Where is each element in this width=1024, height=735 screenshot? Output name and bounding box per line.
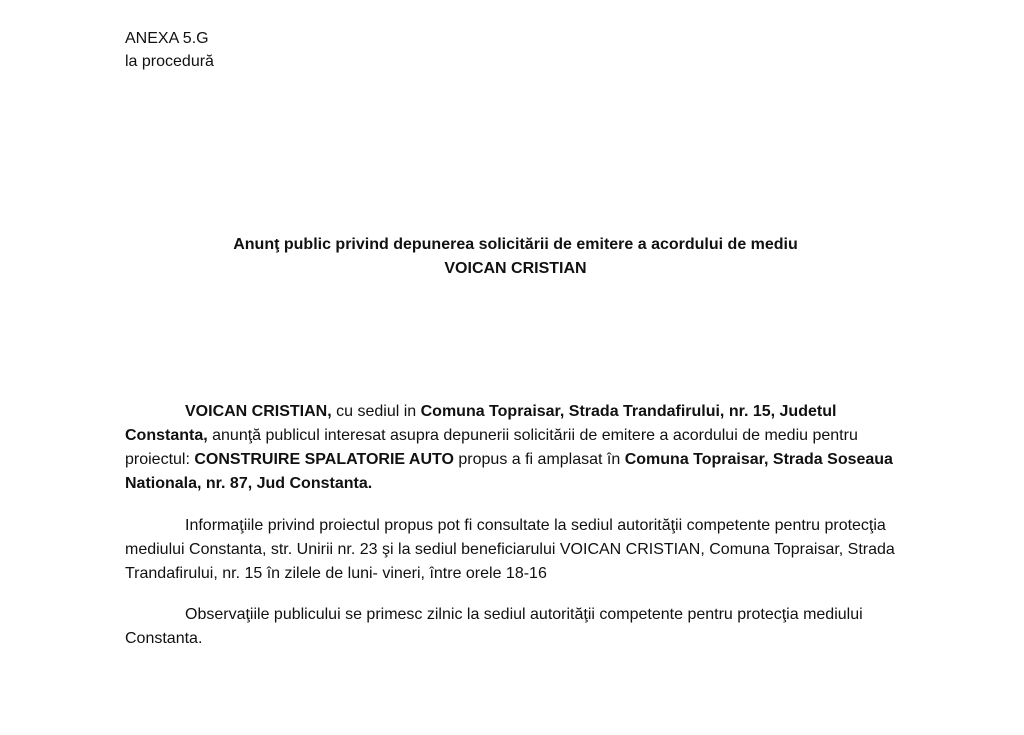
project-name: CONSTRUIRE SPALATORIE AUTO bbox=[194, 451, 454, 468]
applicant-address: Comuna Topraisar, Strada Trandafirului, nr. 15, Judetul Constanta, bbox=[125, 403, 837, 444]
paragraph-text: anunţă publicul interesat asupra depunerii solicitării de emitere a acordului de mediu pentru proiectul: bbox=[125, 427, 858, 468]
paragraph-applicant bbox=[125, 400, 897, 496]
paragraph-observations bbox=[125, 603, 897, 651]
applicant-name: VOICAN CRISTIAN, bbox=[185, 403, 332, 420]
annex-header bbox=[125, 27, 214, 73]
paragraph-text: Observaţiile publicului se primesc zilnic la sediul autorităţii competente pentru protecţia mediului Constanta. bbox=[125, 606, 863, 647]
title-name: VOICAN CRISTIAN bbox=[444, 260, 587, 277]
project-location: Comuna Topraisar, Strada Soseaua Nationala, nr. 87, Jud Constanta. bbox=[125, 451, 893, 492]
paragraph-text: propus a fi amplasat în bbox=[453, 451, 625, 468]
procedure-label: la procedură bbox=[125, 53, 214, 70]
title-line: Anunţ public privind depunerea solicitării de emitere a acordului de mediu bbox=[233, 236, 798, 253]
paragraph-text: Informaţiile privind proiectul propus pot fi consultate la sediul autorităţii competente pentru protecţia mediului Constanta, str. Unirii nr. 23 şi la sediul beneficiarului VOICAN CRISTIAN, Comuna Topraisar, Strada Trandafirului, nr. 15 în zilele de luni- vineri, între orele 18-16 bbox=[125, 517, 895, 582]
paragraph-information bbox=[125, 514, 897, 586]
annex-label: ANEXA 5.G bbox=[125, 30, 209, 47]
paragraph-text: cu sediul in bbox=[331, 403, 421, 420]
announcement-title bbox=[0, 233, 1024, 281]
